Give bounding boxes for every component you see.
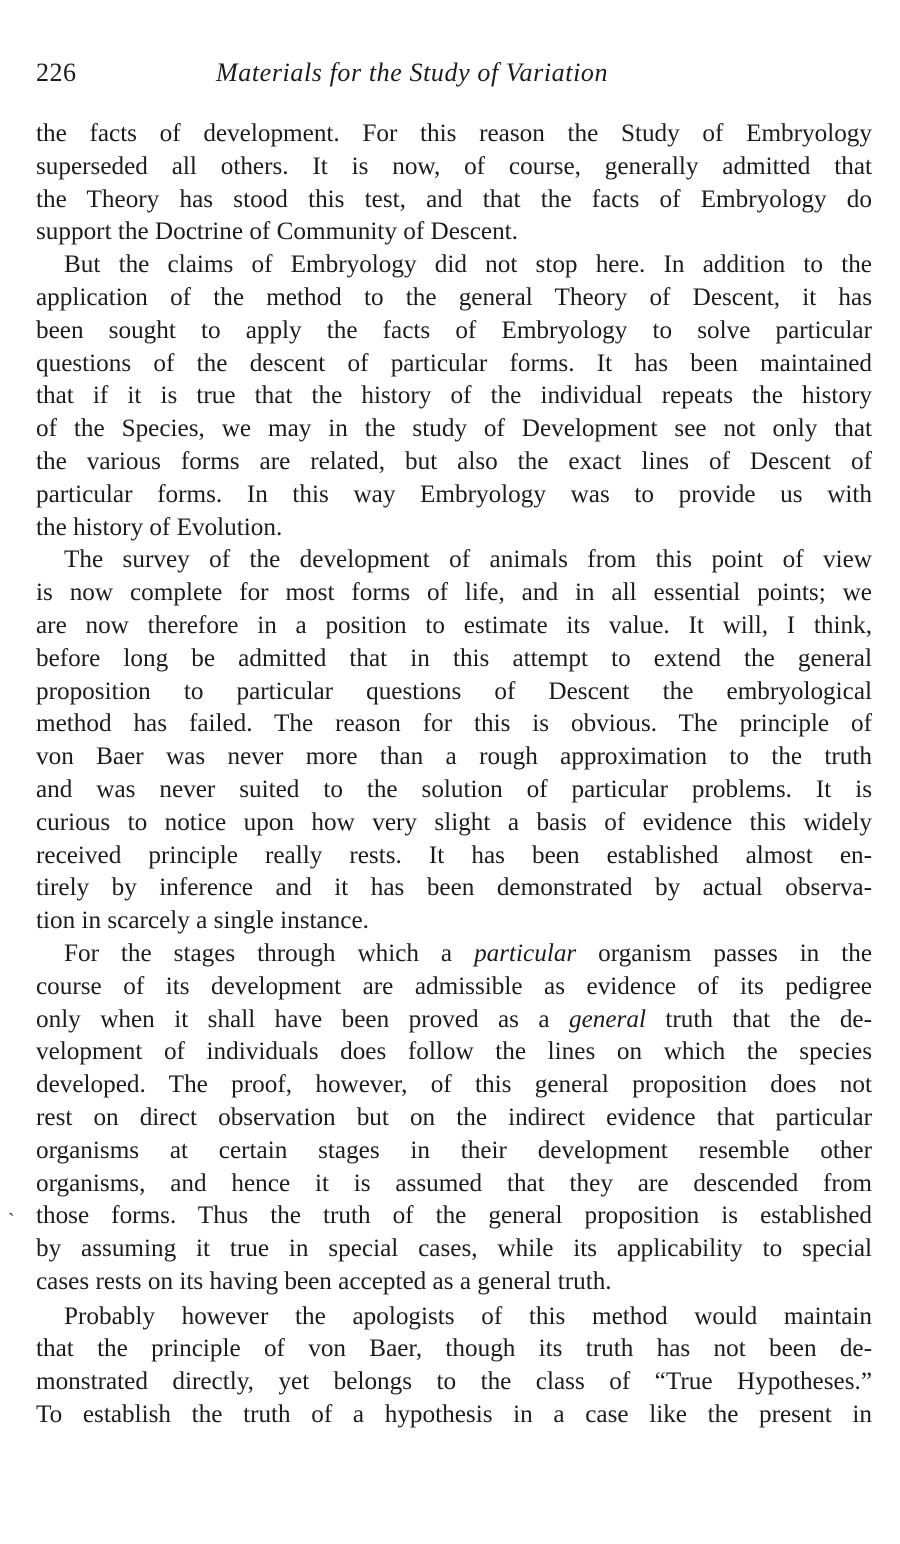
text-line: curious to notice upon how very slight a basis of evidence this widely: [36, 808, 872, 836]
text-line: method has failed. The reason for this is obvious. The principle of: [36, 710, 872, 738]
text-line: been sought to apply the facts of Embryology to solve particular: [36, 316, 872, 344]
text-line: particular forms. In this way Embryology was to provide us with: [36, 480, 872, 508]
running-title: Materials for the Study of Variation: [216, 58, 609, 87]
text-run: For the stages through which a: [64, 939, 475, 967]
text-line: velopment of individuals does follow the lines on which the species: [36, 1038, 872, 1066]
text-line: von Baer was never more than a rough approximation to the truth: [36, 743, 872, 771]
paragraph-5: [36, 1301, 872, 1432]
text-line: support the Doctrine of Community of Descent.: [36, 218, 518, 246]
text-line: questions of the descent of particular forms. It has been maintained: [36, 349, 872, 377]
paragraph-2: [36, 249, 872, 544]
book-page: [36, 58, 872, 1429]
text-run: only when it shall have been proved as a: [36, 1005, 570, 1033]
emphasis-text: general: [569, 1005, 646, 1033]
text-line: [36, 1004, 872, 1037]
page-number: 226: [36, 58, 77, 87]
text-line: the Theory has stood this test, and that the facts of Embryology do: [36, 185, 872, 213]
text-run: organism passes in the: [576, 939, 872, 967]
text-line: received principle really rests. It has been established almost en-: [36, 841, 872, 869]
paragraph-1: [36, 118, 872, 249]
body-text: [36, 118, 872, 1432]
text-line: monstrated directly, yet belongs to the class of “True Hypotheses.”: [36, 1368, 872, 1396]
paragraph-3: [36, 544, 872, 938]
text-line: developed. The proof, however, of this general proposition does not: [36, 1071, 872, 1099]
text-line: cases rests on its having been accepted as a general truth.: [36, 1267, 612, 1295]
text-line: is now complete for most forms of life, and in all essential points; we: [36, 579, 872, 607]
text-run: truth that the de-: [645, 1005, 872, 1033]
text-line: tirely by inference and it has been demonstrated by actual observa-: [36, 874, 872, 902]
text-line: and was never suited to the solution of particular problems. It is: [36, 775, 872, 803]
text-line: are now therefore in a position to estimate its value. It will, I think,: [36, 611, 872, 639]
text-line: organisms, and hence it is assumed that they are descended from: [36, 1169, 872, 1197]
text-line: superseded all others. It is now, of course, generally admitted that: [36, 152, 872, 180]
text-line: before long be admitted that in this attempt to extend the general: [36, 644, 872, 672]
emphasis-text: particular: [474, 939, 577, 967]
text-line: The survey of the development of animals from this point of view: [64, 546, 872, 574]
text-line: course of its development are admissible as evidence of its pedigree: [36, 972, 872, 1000]
text-line: the various forms are related, but also the exact lines of Descent of: [36, 447, 872, 475]
text-line: the history of Evolution.: [36, 513, 283, 541]
margin-mark: `: [8, 1210, 15, 1232]
paragraph-4: [36, 938, 872, 1299]
text-line: Probably however the apologists of this method would maintain: [64, 1302, 872, 1330]
text-line: by assuming it true in special cases, while its applicability to special: [36, 1235, 872, 1263]
text-line: of the Species, we may in the study of Development see not only that: [36, 415, 872, 443]
text-line: But the claims of Embryology did not stop here. In addition to the: [64, 251, 872, 279]
text-line: [36, 938, 872, 971]
text-line: application of the method to the general Theory of Descent, it has: [36, 283, 872, 311]
text-line: organisms at certain stages in their development resemble other: [36, 1136, 872, 1164]
text-line: that the principle of von Baer, though its truth has not been de-: [36, 1335, 872, 1363]
text-line: proposition to particular questions of Descent the embryological: [36, 677, 872, 705]
running-head: [36, 58, 872, 102]
text-line: those forms. Thus the truth of the general proposition is established: [36, 1202, 872, 1230]
text-line: the facts of development. For this reason the Study of Embryology: [36, 120, 872, 147]
text-line: To establish the truth of a hypothesis in a case like the present in: [36, 1401, 872, 1429]
text-line: that if it is true that the history of the individual repeats the history: [36, 382, 872, 410]
text-line: rest on direct observation but on the indirect evidence that particular: [36, 1103, 872, 1131]
text-line: tion in scarcely a single instance.: [36, 907, 369, 935]
